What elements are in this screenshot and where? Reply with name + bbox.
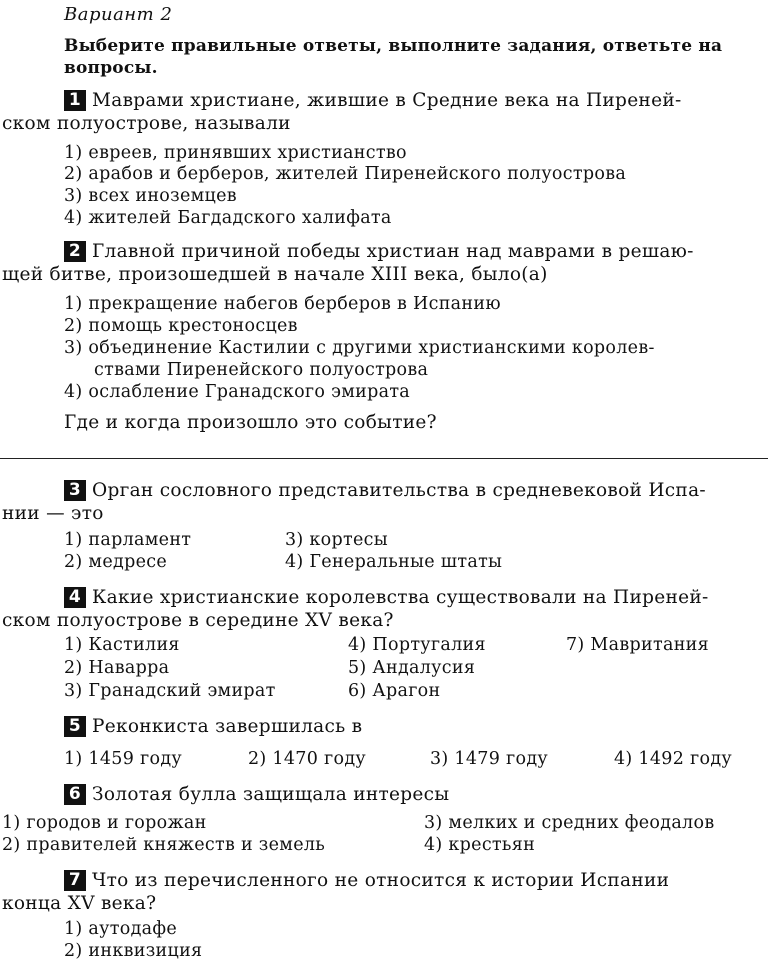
- question-2-followup: Где и когда произошло это событие?: [64, 412, 437, 433]
- question-5-line-1: 5 Реконкиста завершилась в: [64, 716, 362, 737]
- question-2-option-1: 1) прекращение набегов берберов в Испанию: [64, 294, 501, 314]
- question-number-badge: 2: [64, 241, 86, 262]
- question-7-line-1: 7 Что из перечисленного не относится к истории Испании: [64, 870, 669, 891]
- question-number-badge: 5: [64, 716, 86, 737]
- question-5-option-4: 4) 1492 году: [614, 749, 732, 769]
- question-4-option-6: 6) Арагон: [348, 681, 441, 701]
- question-7-line-2: конца XV века?: [2, 893, 157, 914]
- question-4-line-2: ском полуострове в середине XV века?: [2, 610, 394, 631]
- question-number-badge: 7: [64, 870, 86, 891]
- question-3-option-1: 1) парламент: [64, 530, 192, 550]
- instruction-line-2: вопросы.: [64, 58, 158, 78]
- question-1-option-4: 4) жителей Багдадского халифата: [64, 208, 392, 228]
- question-2-line-1: 2 Главной причиной победы христиан над маврами в решаю-: [64, 241, 694, 262]
- question-6-option-4: 4) крестьян: [424, 835, 536, 855]
- question-5-option-2: 2) 1470 году: [248, 749, 366, 769]
- question-number-badge: 3: [64, 480, 86, 501]
- question-1-option-1: 1) евреев, принявших христианство: [64, 143, 407, 163]
- question-2-option-3: 3) объединение Кастилии с другими христианскими королев-: [64, 338, 655, 358]
- question-1-option-3: 3) всех иноземцев: [64, 186, 237, 206]
- question-5-option-1: 1) 1459 году: [64, 749, 182, 769]
- question-6-line-1: 6 Золотая булла защищала интересы: [64, 784, 449, 805]
- question-number-badge: 4: [64, 587, 86, 608]
- instruction-line-1: Выберите правильные ответы, выполните задания, ответьте на: [64, 36, 723, 56]
- question-5-option-3: 3) 1479 году: [430, 749, 548, 769]
- question-7-option-1: 1) аутодафе: [64, 919, 178, 939]
- question-1-line-2: ском полуострове, называли: [2, 113, 291, 134]
- question-6-option-3: 3) мелких и средних феодалов: [424, 813, 715, 833]
- question-6-option-2: 2) правителей княжеств и земель: [2, 835, 326, 855]
- question-number-badge: 1: [64, 90, 86, 111]
- variant-title: Вариант 2: [64, 4, 173, 25]
- question-4-option-5: 5) Андалусия: [348, 658, 476, 678]
- question-2-option-2: 2) помощь крестоносцев: [64, 316, 298, 336]
- question-2-option-4: 4) ослабление Гранадского эмирата: [64, 382, 411, 402]
- question-2-line-2: щей битве, произошедшей в начале XIII века, было(а): [2, 264, 548, 285]
- question-4-option-7: 7) Мавритания: [566, 635, 709, 655]
- question-4-line-1: 4 Какие христианские королевства существовали на Пиреней-: [64, 587, 709, 608]
- question-3-line-2: нии — это: [2, 503, 104, 524]
- question-3-line-1: 3 Орган сословного представительства в средневековой Испа-: [64, 480, 706, 501]
- question-1-option-2: 2) арабов и берберов, жителей Пиренейского полуострова: [64, 164, 627, 184]
- question-3-option-3: 3) кортесы: [285, 530, 388, 550]
- question-6-option-1: 1) городов и горожан: [2, 813, 207, 833]
- question-4-option-1: 1) Кастилия: [64, 635, 180, 655]
- question-3-option-2: 2) медресе: [64, 552, 167, 572]
- question-4-option-3: 3) Гранадский эмират: [64, 681, 276, 701]
- question-1-line-1: 1 Маврами христиане, жившие в Средние века на Пиреней-: [64, 90, 682, 111]
- question-7-option-2: 2) инквизиция: [64, 941, 203, 961]
- question-2-option-3-cont: ствами Пиренейского полуострова: [94, 360, 429, 380]
- question-4-option-4: 4) Португалия: [348, 635, 486, 655]
- separator-line: [0, 458, 768, 459]
- question-number-badge: 6: [64, 784, 86, 805]
- question-4-option-2: 2) Наварра: [64, 658, 170, 678]
- question-3-option-4: 4) Генеральные штаты: [285, 552, 503, 572]
